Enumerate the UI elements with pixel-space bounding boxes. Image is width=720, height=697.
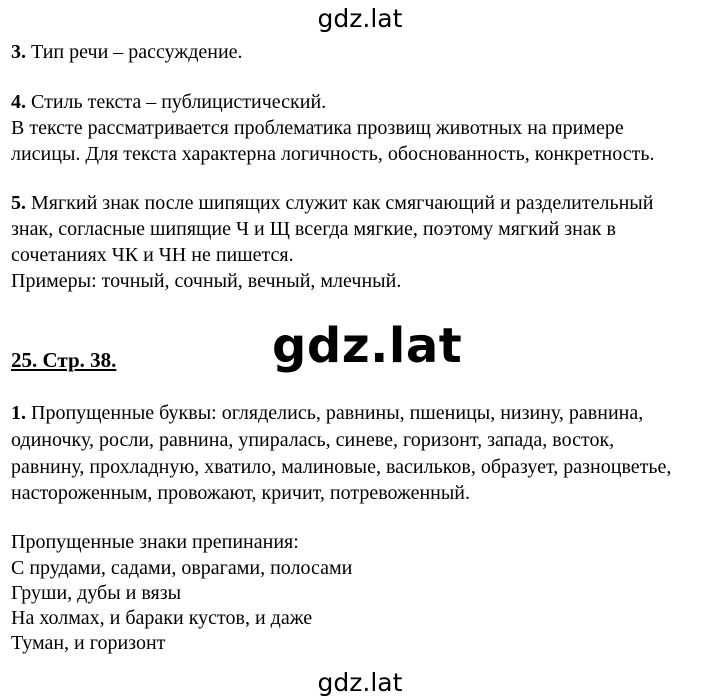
item-1-paragraph-line: одиночку, росли, равнина, упиралась, синеве, горизонт, запада, восток,: [11, 429, 615, 451]
section-4-paragraph-line: лисицы. Для текста характерна логичность, обоснованность, конкретность.: [11, 143, 655, 165]
section-5-line: [11, 191, 653, 216]
section-4-text: Стиль текста – публицистический.: [26, 91, 327, 113]
section-4-line: [11, 90, 326, 115]
section-3-number: 3.: [11, 41, 26, 63]
watermark-top: gdz.lat: [317, 4, 403, 33]
punctuation-title: Пропущенные знаки препинания:: [11, 531, 299, 553]
section-3-line: [11, 40, 243, 65]
section-5-examples: Примеры: точный, сочный, вечный, млечный.: [11, 270, 402, 292]
item-1-paragraph-line: равнину, прохладную, хватило, малиновые, васильков, образует, разноцветье,: [11, 456, 672, 478]
punctuation-line: С прудами, садами, оврагами, полосами: [11, 557, 353, 579]
watermark-middle: gdz.lat: [272, 318, 463, 374]
punctuation-line: Туман, и горизонт: [11, 632, 166, 654]
section-3-text: Тип речи – рассуждение.: [26, 41, 243, 63]
punctuation-line: На холмах, и бараки кустов, и даже: [11, 607, 313, 629]
section-5-text: Мягкий знак после шипящих служит как смягчающий и разделительный: [26, 192, 654, 214]
item-1-paragraph-line: настороженным, провожают, кричит, потревоженный.: [11, 482, 470, 504]
section-5-paragraph-line: сочетаниях ЧК и ЧН не пишется.: [11, 244, 294, 266]
section-5-number: 5.: [11, 192, 26, 214]
item-1-number: 1.: [11, 402, 26, 424]
section-4-number: 4.: [11, 91, 26, 113]
punctuation-line: Груши, дубы и вязы: [11, 582, 182, 604]
section-5-paragraph-line: знак, согласные шипящие Ч и Щ всегда мягкие, поэтому мягкий знак в: [11, 218, 616, 240]
task-heading: 25. Стр. 38.: [11, 348, 117, 372]
item-1-text: Пропущенные буквы: огляделись, равнины, пшеницы, низину, равнина,: [26, 402, 644, 424]
watermark-bottom: gdz.lat: [317, 668, 403, 697]
section-4-paragraph-line: В тексте рассматривается проблематика прозвищ животных на примере: [11, 117, 624, 139]
item-1-line: [11, 401, 643, 426]
